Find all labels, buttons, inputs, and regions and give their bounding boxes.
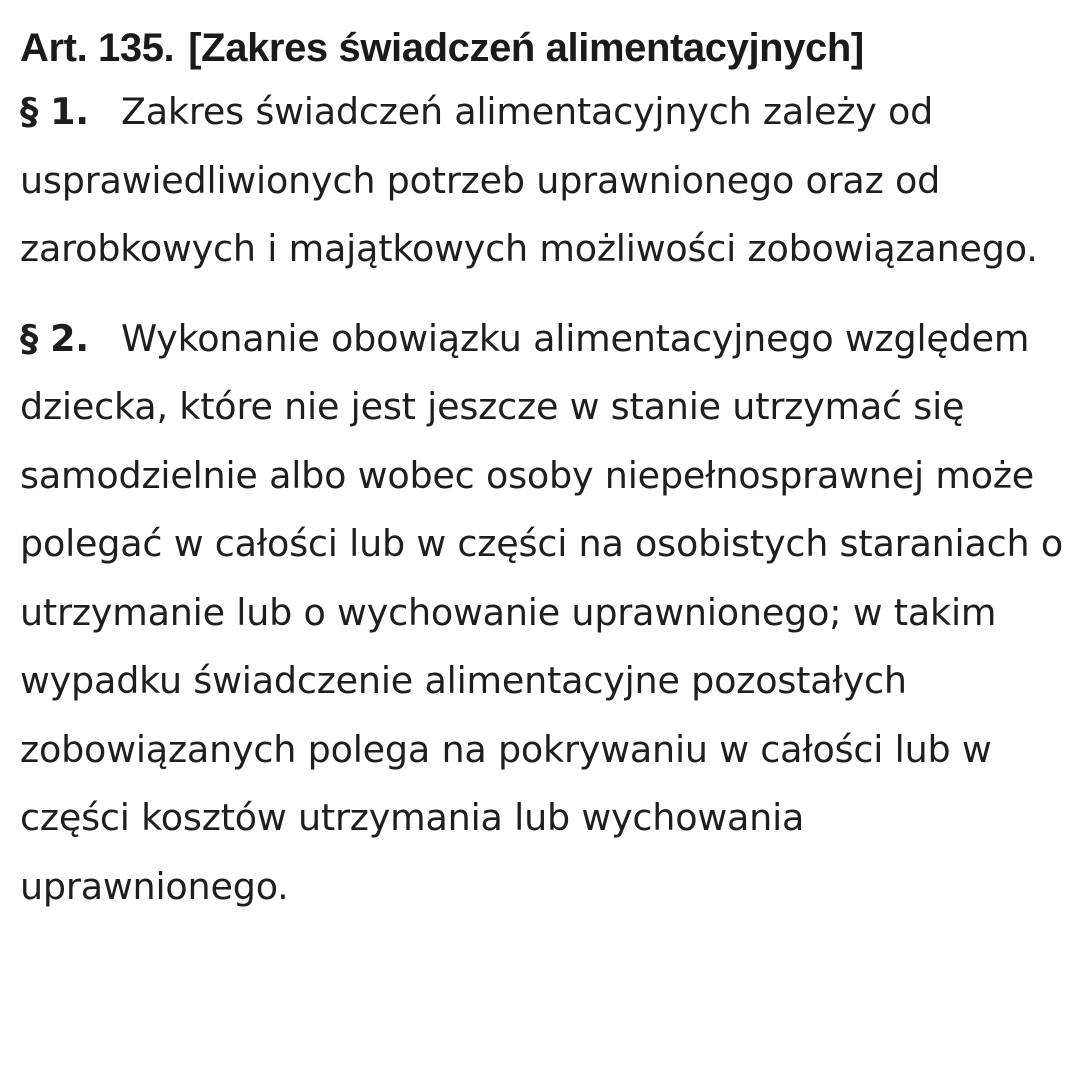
legal-article: [20, 18, 1065, 921]
section-sign: §: [20, 90, 39, 133]
paragraph-number: 1.: [50, 90, 89, 133]
paragraph-text: Zakres świadczeń alimentacyjnych zależy od usprawiedliwionych potrzeb uprawnionego oraz od zarobkowych i majątkowych możliwości zobowiązanego.: [20, 90, 1038, 270]
section-sign: §: [20, 316, 39, 360]
paragraph-1: [20, 78, 1065, 284]
article-number: Art. 135.: [20, 26, 175, 70]
paragraph-2: [20, 305, 1065, 922]
paragraph-marker: [20, 90, 89, 133]
article-title: [Zakres świadczeń alimentacyjnych]: [188, 26, 864, 70]
paragraph-text: Wykonanie obowiązku alimentacyjnego względem dziecka, które nie jest jeszcze w stanie utrzymać się samodzielnie albo wobec osoby niepełnosprawnej może polegać w całości lub w części na osobistych staraniach o utrzymanie lub o wychowanie uprawnionego; w takim wypadku świadczenie alimentacyjne pozostałych zobowiązanych polega na pokrywaniu w całości lub w części kosztów utrzymania lub wychowania uprawnionego.: [20, 316, 1064, 908]
article-heading: [20, 18, 1065, 78]
paragraph-number: 2.: [50, 316, 89, 360]
paragraph-marker: [20, 317, 89, 360]
